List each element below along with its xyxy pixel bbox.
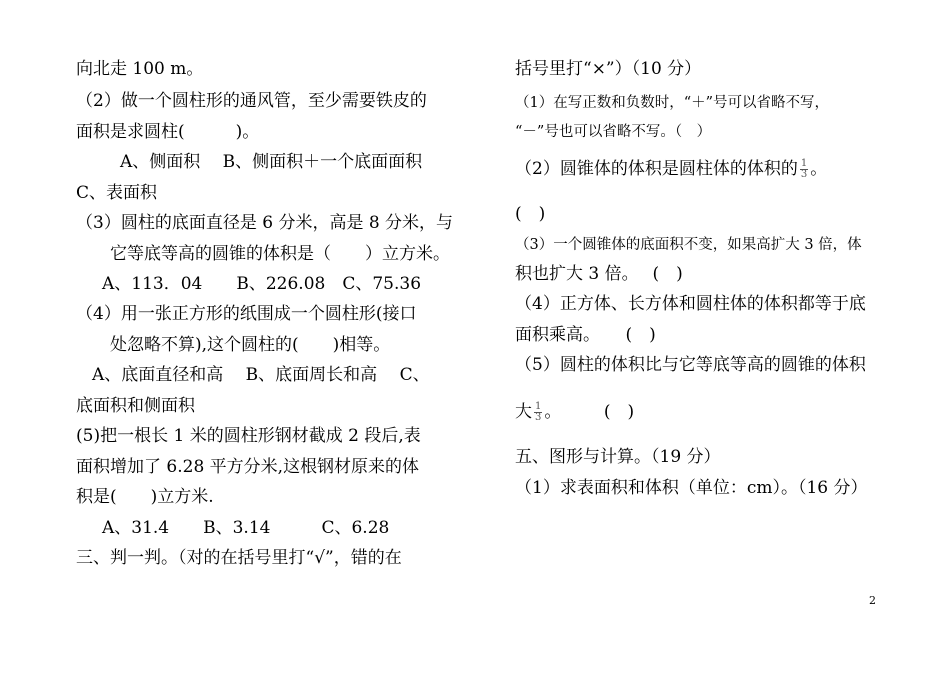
question-4-prompt: （4）用一张正方形的纸围成一个圆柱形(接口 bbox=[76, 304, 417, 324]
text-line: 处忽略不算),这个圆柱的( )相等。 bbox=[110, 335, 391, 355]
text-line: 积也扩大 3 倍。 ( ) bbox=[515, 264, 683, 284]
question-4-options: A、底面直径和高 B、底面周长和高 C、 bbox=[92, 365, 430, 385]
section-5-heading: 五、图形与计算。（19 分） bbox=[515, 447, 721, 467]
question-3-options: A、113．04 B、226.08 C、75.36 bbox=[102, 274, 422, 294]
text-line bbox=[515, 401, 634, 423]
judge-4: （4）正方体、长方体和圆柱体的体积都等于底 bbox=[515, 294, 866, 314]
judge-5-end: 。 ( ) bbox=[544, 402, 635, 422]
text-line: 面积乘高。 ( ) bbox=[515, 325, 656, 345]
question-2-prompt: （2）做一个圆柱形的通风管，至少需要铁皮的 bbox=[76, 91, 427, 111]
fraction-numerator: 1 bbox=[535, 401, 542, 412]
text-line: “－”号也可以省略不写。（ ） bbox=[515, 124, 712, 140]
text-line: 面积增加了 6.28 平方分米,这根钢材原来的体 bbox=[76, 457, 420, 477]
fraction-denominator: 3 bbox=[535, 412, 542, 423]
question-3-prompt: （3）圆柱的底面直径是 6 分米，高是 8 分米，与 bbox=[76, 213, 454, 233]
question-2-option-c: C、表面积 bbox=[76, 183, 158, 203]
fraction-numerator: 1 bbox=[800, 158, 808, 169]
section-3-heading-cont: 括号里打“×”）（10 分） bbox=[515, 59, 702, 79]
judge-2-end: 。 bbox=[810, 159, 828, 179]
answer-bracket: ( ) bbox=[515, 204, 546, 224]
text-line: 面积是求圆柱( )。 bbox=[76, 122, 260, 142]
judge-2-text: （2）圆锥体的体积是圆柱体的体积的 bbox=[515, 159, 798, 179]
judge-2 bbox=[515, 158, 827, 180]
section-3-heading: 三、判一判。（对的在括号里打“√”，错的在 bbox=[76, 548, 402, 568]
text-line: 积是( )立方米. bbox=[76, 487, 214, 507]
text-line: 向北走 100 m。 bbox=[76, 59, 204, 79]
question-5-prompt: (5)把一根长 1 米的圆柱形钢材截成 2 段后,表 bbox=[76, 426, 421, 446]
section-5-question-1: （1）求表面积和体积（单位：cm）。（16 分） bbox=[515, 478, 868, 498]
judge-5: （5）圆柱的体积比与它等底等高的圆锥的体积 bbox=[515, 355, 866, 375]
fraction-one-third bbox=[800, 159, 808, 180]
question-2-options: A、侧面积 B、侧面积＋一个底面面积 bbox=[120, 152, 423, 172]
question-5-options: A、31.4 B、3.14 C、6.28 bbox=[102, 518, 390, 538]
fraction-denominator: 3 bbox=[800, 169, 808, 180]
fraction-one-third bbox=[534, 402, 542, 423]
text-line: 底面积和侧面积 bbox=[76, 396, 195, 416]
judge-5-text: 大 bbox=[515, 402, 532, 422]
judge-3: （3）一个圆锥体的底面积不变，如果高扩大 3 倍，体 bbox=[515, 237, 862, 253]
judge-1: （1）在写正数和负数时，“＋”号可以省略不写， bbox=[515, 95, 830, 111]
text-line: 它等底等高的圆锥的体积是（ ）立方米。 bbox=[110, 244, 450, 264]
page-number: 2 bbox=[869, 594, 876, 607]
